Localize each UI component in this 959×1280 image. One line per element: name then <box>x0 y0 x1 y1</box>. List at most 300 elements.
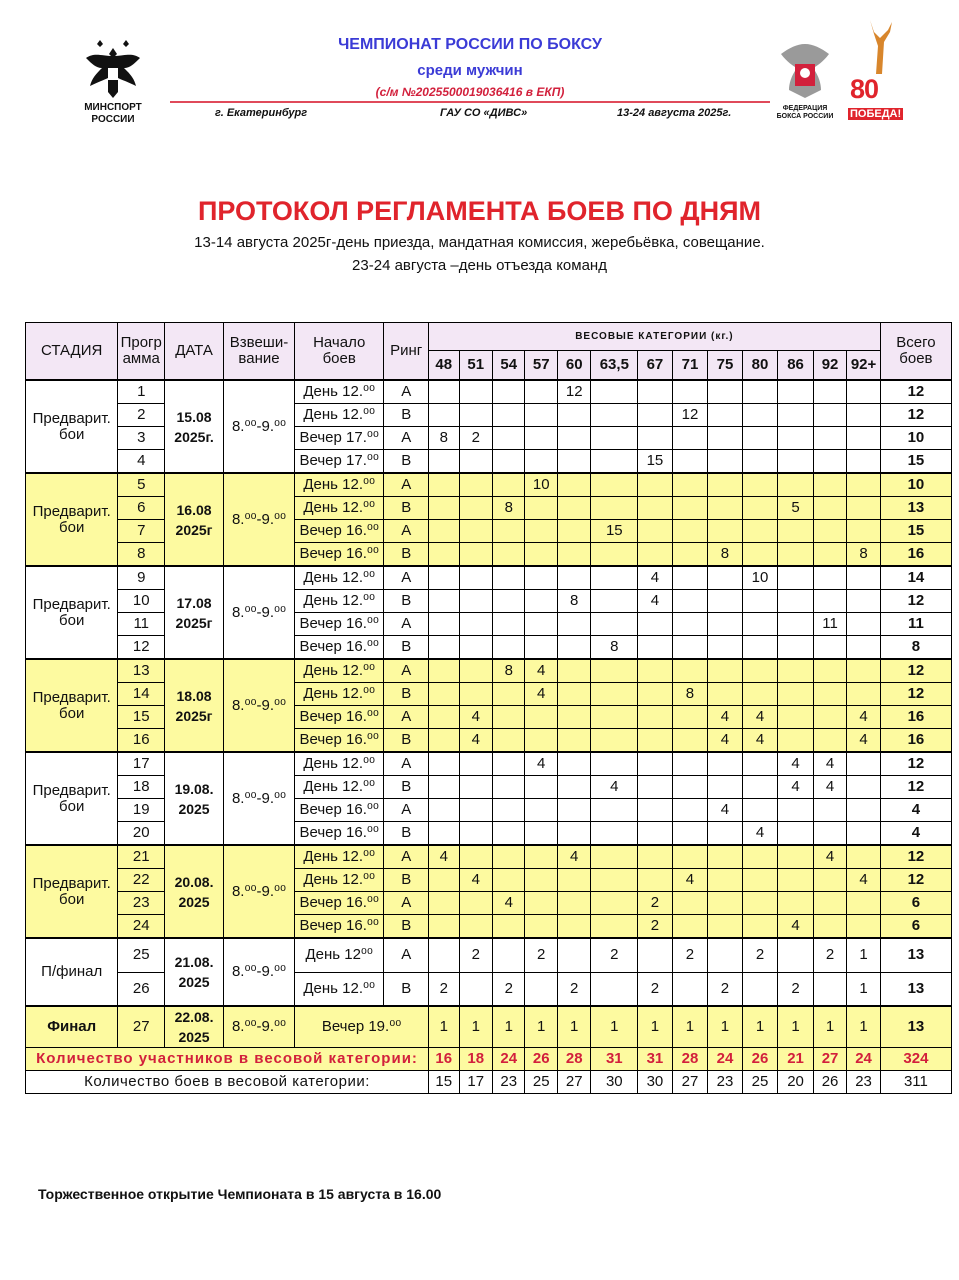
schedule-row <box>26 822 952 846</box>
bout-count-cell <box>813 892 847 915</box>
program-number: 11 <box>118 613 165 636</box>
ring-cell: В <box>384 972 429 1006</box>
bout-count-cell <box>847 613 881 636</box>
bout-count-cell <box>708 566 743 590</box>
bout-count-cell <box>429 497 459 520</box>
bout-count-cell <box>459 566 493 590</box>
bout-count-cell <box>493 473 525 497</box>
header-divider <box>170 101 770 103</box>
bout-count-cell <box>847 497 881 520</box>
bout-count-cell <box>557 427 591 450</box>
bout-count-cell <box>429 752 459 776</box>
program-number: 2 <box>118 404 165 427</box>
bout-count-cell <box>742 427 778 450</box>
program-number: 19 <box>118 799 165 822</box>
program-number: 25 <box>118 938 165 972</box>
bout-count-cell <box>493 752 525 776</box>
bout-count-cell <box>493 706 525 729</box>
fights-count-cell: 25 <box>742 1071 778 1094</box>
bout-count-cell <box>742 845 778 869</box>
ring-cell: В <box>384 776 429 799</box>
bout-count-cell <box>847 590 881 613</box>
event-dates: 13-24 августа 2025г. <box>617 107 732 119</box>
participants-label: Количество участников в весовой категории: <box>26 1048 429 1071</box>
bout-count-cell <box>813 404 847 427</box>
bout-count-cell <box>525 427 557 450</box>
championship-title: ЧЕМПИОНАТ РОССИИ ПО БОКСУ <box>338 36 602 53</box>
bout-count-cell <box>742 450 778 474</box>
bout-count-cell <box>672 915 708 939</box>
bout-count-cell: 1 <box>459 1006 493 1048</box>
bout-count-cell: 2 <box>557 972 591 1006</box>
ring-cell: А <box>384 520 429 543</box>
bout-count-cell <box>672 706 708 729</box>
start-time-cell: День 12.⁰⁰ <box>295 845 384 869</box>
row-total-cell: 13 <box>880 938 951 972</box>
bout-count-cell <box>459 915 493 939</box>
bout-count-cell <box>525 706 557 729</box>
bout-count-cell <box>429 938 459 972</box>
col-total: Всего боев <box>880 323 951 381</box>
bout-count-cell <box>742 972 778 1006</box>
bout-count-cell: 10 <box>742 566 778 590</box>
bout-count-cell: 1 <box>847 1006 881 1048</box>
bout-count-cell <box>813 450 847 474</box>
row-total-cell: 12 <box>880 683 951 706</box>
program-number: 4 <box>118 450 165 474</box>
stage-cell: Предварит. бои <box>26 473 118 566</box>
start-time-cell: Вечер 16.⁰⁰ <box>295 636 384 660</box>
bout-count-cell <box>493 543 525 567</box>
bout-count-cell <box>708 892 743 915</box>
row-total-cell: 12 <box>880 380 951 404</box>
ring-cell: А <box>384 752 429 776</box>
fights-count-cell: 23 <box>708 1071 743 1094</box>
ring-cell: В <box>384 915 429 939</box>
bout-count-cell <box>557 473 591 497</box>
bout-count-cell <box>778 845 814 869</box>
start-time-cell: День 12.⁰⁰ <box>295 473 384 497</box>
bout-count-cell: 2 <box>591 938 638 972</box>
bout-count-cell <box>493 845 525 869</box>
bout-count-cell <box>591 404 638 427</box>
bout-count-cell <box>429 380 459 404</box>
row-total-cell: 15 <box>880 520 951 543</box>
program-number: 13 <box>118 659 165 683</box>
bout-count-cell <box>638 427 673 450</box>
weight-class-header: 71 <box>672 351 708 381</box>
fights-count-cell: 27 <box>672 1071 708 1094</box>
weight-class-header: 60 <box>557 351 591 381</box>
bout-count-cell <box>778 683 814 706</box>
ring-cell: А <box>384 613 429 636</box>
final-row <box>26 1006 952 1048</box>
ring-cell: В <box>384 590 429 613</box>
bout-count-cell <box>525 892 557 915</box>
bout-count-cell <box>493 683 525 706</box>
bout-count-cell: 2 <box>638 892 673 915</box>
schedule-row <box>26 776 952 799</box>
bout-count-cell <box>778 822 814 846</box>
start-time-cell: Вечер 16.⁰⁰ <box>295 543 384 567</box>
bout-count-cell: 4 <box>813 776 847 799</box>
bout-count-cell <box>459 543 493 567</box>
start-time-cell: Вечер 16.⁰⁰ <box>295 613 384 636</box>
bout-count-cell <box>525 380 557 404</box>
bout-count-cell: 4 <box>813 845 847 869</box>
program-number: 17 <box>118 752 165 776</box>
bout-count-cell <box>813 543 847 567</box>
bout-count-cell <box>459 497 493 520</box>
bout-count-cell: 4 <box>847 729 881 753</box>
bout-count-cell: 2 <box>638 915 673 939</box>
bout-count-cell <box>672 799 708 822</box>
row-total-cell: 6 <box>880 892 951 915</box>
bout-count-cell <box>708 752 743 776</box>
championship-subtitle: среди мужчин <box>417 62 523 79</box>
schedule-row <box>26 497 952 520</box>
bout-count-cell <box>591 729 638 753</box>
weigh-in-cell: 8.⁰⁰-9.⁰⁰ <box>223 380 294 473</box>
bout-count-cell: 8 <box>672 683 708 706</box>
bout-count-cell <box>429 892 459 915</box>
fights-count-cell: 20 <box>778 1071 814 1094</box>
participants-count-cell: 27 <box>813 1048 847 1071</box>
col-start: Начало боев <box>295 323 384 381</box>
bout-count-cell <box>429 636 459 660</box>
bout-count-cell <box>493 776 525 799</box>
bout-count-cell <box>742 683 778 706</box>
bout-count-cell <box>672 497 708 520</box>
bout-count-cell <box>672 636 708 660</box>
bout-count-cell: 1 <box>525 1006 557 1048</box>
bout-count-cell: 4 <box>742 822 778 846</box>
bout-count-cell <box>672 543 708 567</box>
bout-count-cell: 1 <box>638 1006 673 1048</box>
bout-count-cell <box>813 566 847 590</box>
date-cell: 20.08. 2025 <box>165 845 224 938</box>
bout-count-cell <box>847 659 881 683</box>
bout-count-cell <box>672 473 708 497</box>
opening-ceremony-note: Торжественное открытие Чемпионата в 15 августа в 16.00 <box>38 1186 442 1202</box>
start-time-cell: Вечер 16.⁰⁰ <box>295 706 384 729</box>
bout-count-cell <box>813 915 847 939</box>
bout-count-cell <box>708 659 743 683</box>
weigh-in-cell: 8.⁰⁰-9.⁰⁰ <box>223 473 294 566</box>
bout-count-cell: 4 <box>591 776 638 799</box>
row-total-cell: 14 <box>880 566 951 590</box>
stage-cell: Предварит. бои <box>26 566 118 659</box>
date-cell: 22.08. 2025 <box>165 1006 224 1048</box>
bout-count-cell <box>557 659 591 683</box>
row-total-cell: 15 <box>880 450 951 474</box>
bout-count-cell <box>525 845 557 869</box>
stage-cell: Предварит. бои <box>26 380 118 473</box>
start-time-cell: День 12.⁰⁰ <box>295 776 384 799</box>
fights-count-cell: 17 <box>459 1071 493 1094</box>
bout-count-cell <box>591 659 638 683</box>
bout-count-cell <box>672 892 708 915</box>
bout-count-cell <box>778 938 814 972</box>
bout-count-cell <box>557 799 591 822</box>
bout-count-cell <box>459 752 493 776</box>
bout-count-cell <box>672 729 708 753</box>
bout-count-cell <box>429 683 459 706</box>
bout-count-cell: 1 <box>813 1006 847 1048</box>
bout-count-cell <box>847 566 881 590</box>
col-weight-categories: ВЕСОВЫЕ КАТЕГОРИИ (кг.) <box>429 323 881 351</box>
schedule-row <box>26 869 952 892</box>
bout-count-cell <box>847 915 881 939</box>
bout-count-cell <box>847 683 881 706</box>
bout-count-cell <box>493 404 525 427</box>
bout-count-cell <box>459 590 493 613</box>
bout-count-cell <box>742 404 778 427</box>
bout-count-cell: 2 <box>742 938 778 972</box>
program-number: 5 <box>118 473 165 497</box>
col-ring: Ринг <box>384 323 429 381</box>
bout-count-cell <box>591 613 638 636</box>
bout-count-cell <box>459 845 493 869</box>
bout-count-cell <box>847 636 881 660</box>
date-cell: 18.08 2025г <box>165 659 224 752</box>
participants-count-cell: 18 <box>459 1048 493 1071</box>
bout-count-cell <box>813 972 847 1006</box>
bout-count-cell: 1 <box>708 1006 743 1048</box>
row-total-cell: 16 <box>880 729 951 753</box>
bout-count-cell <box>591 845 638 869</box>
weight-class-header: 92 <box>813 351 847 381</box>
federation-logo <box>770 38 840 124</box>
stage-cell: Предварит. бои <box>26 845 118 938</box>
program-number: 12 <box>118 636 165 660</box>
bout-count-cell <box>557 706 591 729</box>
bout-count-cell: 4 <box>742 729 778 753</box>
semifinal-row <box>26 972 952 1006</box>
bout-count-cell <box>742 892 778 915</box>
bout-count-cell: 4 <box>847 869 881 892</box>
ekp-number: (с/м №2025500019036416 в ЕКП) <box>375 85 565 99</box>
bout-count-cell <box>778 520 814 543</box>
schedule-row <box>26 845 952 869</box>
bout-count-cell <box>459 659 493 683</box>
row-total-cell: 12 <box>880 845 951 869</box>
bout-count-cell <box>742 636 778 660</box>
bout-count-cell <box>847 845 881 869</box>
bout-count-cell <box>525 915 557 939</box>
bout-count-cell: 4 <box>638 590 673 613</box>
bout-count-cell <box>813 636 847 660</box>
bout-count-cell: 4 <box>672 869 708 892</box>
bout-count-cell <box>708 915 743 939</box>
schedule-row <box>26 915 952 939</box>
bout-count-cell <box>557 497 591 520</box>
bout-count-cell <box>557 683 591 706</box>
bout-count-cell <box>557 520 591 543</box>
bout-count-cell <box>557 752 591 776</box>
weight-class-header: 63,5 <box>591 351 638 381</box>
bout-count-cell <box>459 473 493 497</box>
bout-count-cell: 8 <box>847 543 881 567</box>
bout-count-cell: 8 <box>493 497 525 520</box>
bout-count-cell <box>525 636 557 660</box>
bout-count-cell: 1 <box>591 1006 638 1048</box>
start-time-cell: Вечер 16.⁰⁰ <box>295 892 384 915</box>
bout-count-cell <box>557 543 591 567</box>
departure-note: 23-24 августа –день отъезда команд <box>352 257 607 274</box>
col-weigh-in: Взвеши- вание <box>223 323 294 381</box>
bout-count-cell: 4 <box>525 752 557 776</box>
bout-count-cell <box>525 520 557 543</box>
bout-count-cell <box>525 972 557 1006</box>
bout-count-cell <box>672 972 708 1006</box>
weigh-in-cell: 8.⁰⁰-9.⁰⁰ <box>223 845 294 938</box>
bout-count-cell <box>591 683 638 706</box>
schedule-row <box>26 520 952 543</box>
bout-count-cell <box>459 520 493 543</box>
bout-count-cell <box>847 520 881 543</box>
ring-cell: В <box>384 822 429 846</box>
bout-count-cell <box>813 497 847 520</box>
bout-count-cell <box>557 729 591 753</box>
bout-count-cell: 4 <box>778 752 814 776</box>
start-time-cell: День 12.⁰⁰ <box>295 590 384 613</box>
bout-count-cell <box>813 869 847 892</box>
start-time-cell: День 12.⁰⁰ <box>295 869 384 892</box>
bout-count-cell <box>429 822 459 846</box>
bout-count-cell <box>591 380 638 404</box>
federation-emblem-icon <box>775 38 835 100</box>
row-total-cell: 4 <box>880 799 951 822</box>
bout-count-cell <box>638 613 673 636</box>
weight-class-header: 92+ <box>847 351 881 381</box>
start-time-cell: День 12⁰⁰ <box>295 938 384 972</box>
schedule-row <box>26 683 952 706</box>
bout-count-cell <box>459 972 493 1006</box>
bout-count-cell <box>638 380 673 404</box>
ring-cell: А <box>384 892 429 915</box>
date-cell: 19.08. 2025 <box>165 752 224 845</box>
bout-count-cell <box>638 659 673 683</box>
bout-count-cell <box>557 404 591 427</box>
bout-count-cell <box>708 427 743 450</box>
bout-count-cell <box>847 450 881 474</box>
bout-count-cell <box>591 497 638 520</box>
bout-count-cell <box>525 543 557 567</box>
schedule-row <box>26 566 952 590</box>
bout-count-cell <box>429 706 459 729</box>
participants-count-cell: 26 <box>525 1048 557 1071</box>
bout-count-cell <box>813 706 847 729</box>
bout-count-cell: 10 <box>525 473 557 497</box>
bout-count-cell: 1 <box>493 1006 525 1048</box>
bout-count-cell <box>493 799 525 822</box>
participants-count-cell: 24 <box>847 1048 881 1071</box>
start-time-cell: День 12.⁰⁰ <box>295 380 384 404</box>
fights-total-cell: 311 <box>880 1071 951 1094</box>
ring-cell: А <box>384 938 429 972</box>
bout-count-cell <box>847 404 881 427</box>
schedule-row <box>26 729 952 753</box>
bout-count-cell: 4 <box>525 659 557 683</box>
bout-count-cell: 11 <box>813 613 847 636</box>
start-time-cell: Вечер 16.⁰⁰ <box>295 915 384 939</box>
ring-cell: В <box>384 450 429 474</box>
bout-count-cell <box>638 683 673 706</box>
bout-count-cell <box>708 473 743 497</box>
bout-count-cell <box>525 590 557 613</box>
weigh-in-cell: 8.⁰⁰-9.⁰⁰ <box>223 566 294 659</box>
bout-count-cell <box>742 590 778 613</box>
schedule-row <box>26 543 952 567</box>
program-number: 26 <box>118 972 165 1006</box>
row-total-cell: 8 <box>880 636 951 660</box>
bout-count-cell <box>591 892 638 915</box>
bout-count-cell <box>459 613 493 636</box>
bout-count-cell <box>591 706 638 729</box>
stage-cell: Предварит. бои <box>26 752 118 845</box>
bout-count-cell <box>493 450 525 474</box>
bout-count-cell <box>813 380 847 404</box>
victory-number: 80 <box>850 74 879 104</box>
ring-cell: А <box>384 473 429 497</box>
minsport-label: МИНСПОРТ РОССИИ <box>84 102 142 125</box>
bout-count-cell <box>638 938 673 972</box>
bout-count-cell <box>778 566 814 590</box>
schedule-row <box>26 404 952 427</box>
bout-count-cell <box>493 915 525 939</box>
bout-count-cell <box>525 404 557 427</box>
bout-count-cell <box>493 636 525 660</box>
bout-count-cell <box>638 636 673 660</box>
city: г. Екатеринбург <box>215 107 308 119</box>
bout-count-cell: 2 <box>672 938 708 972</box>
bout-count-cell <box>638 404 673 427</box>
bout-count-cell <box>638 776 673 799</box>
row-total-cell: 16 <box>880 543 951 567</box>
bout-count-cell <box>708 636 743 660</box>
bout-count-cell: 4 <box>708 729 743 753</box>
bout-count-cell <box>847 427 881 450</box>
bout-count-cell <box>493 427 525 450</box>
schedule-row <box>26 380 952 404</box>
row-total-cell: 12 <box>880 752 951 776</box>
venue: ГАУ СО «ДИВС» <box>440 107 528 119</box>
bout-count-cell <box>638 497 673 520</box>
ring-cell: А <box>384 845 429 869</box>
bout-count-cell <box>591 822 638 846</box>
page-title: ПРОТОКОЛ РЕГЛАМЕНТА БОЕВ ПО ДНЯМ <box>198 196 761 226</box>
bout-count-cell <box>638 473 673 497</box>
bout-count-cell: 4 <box>557 845 591 869</box>
bout-count-cell: 4 <box>459 869 493 892</box>
bout-count-cell <box>493 380 525 404</box>
weigh-in-cell: 8.⁰⁰-9.⁰⁰ <box>223 938 294 1006</box>
bout-count-cell <box>742 520 778 543</box>
victory-word: ПОБЕДА! <box>850 108 902 120</box>
bout-count-cell <box>493 520 525 543</box>
start-time-cell: День 12.⁰⁰ <box>295 659 384 683</box>
date-cell: 21.08. 2025 <box>165 938 224 1006</box>
fights-count-cell: 23 <box>847 1071 881 1094</box>
bout-count-cell <box>525 799 557 822</box>
bout-count-cell <box>708 590 743 613</box>
row-total-cell: 12 <box>880 869 951 892</box>
start-time-cell: День 12.⁰⁰ <box>295 683 384 706</box>
ring-cell: А <box>384 659 429 683</box>
row-total-cell: 13 <box>880 497 951 520</box>
bout-count-cell <box>557 822 591 846</box>
